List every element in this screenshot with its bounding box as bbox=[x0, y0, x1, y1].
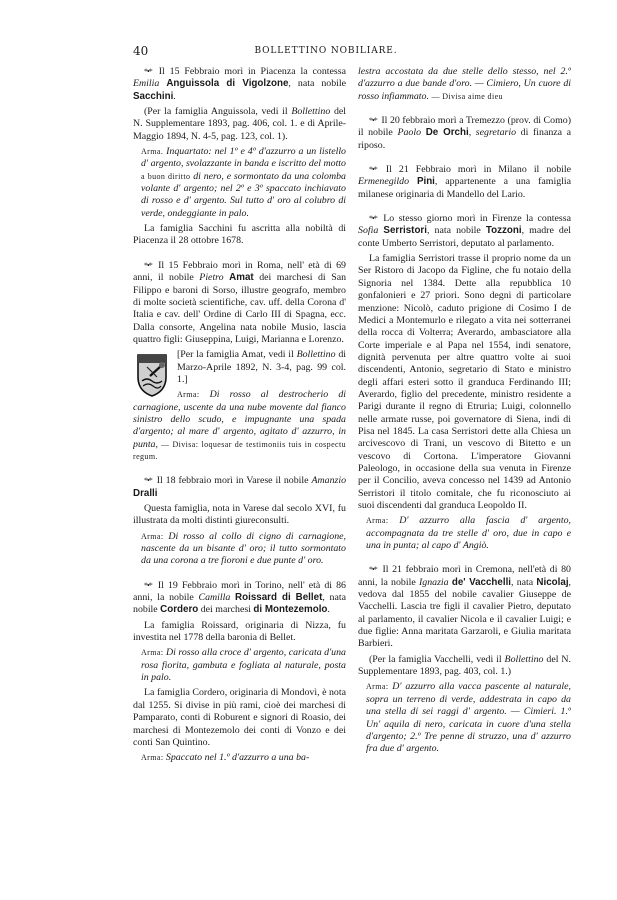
arms-description: Arma: Di rosso al collo di cigno di carnagione, nascente da un bisante d' oro; il tutto sormontato da una corona a tre fioroni e due punte d' oro. bbox=[141, 530, 346, 567]
arms-description: Arma: Spaccato nel 1.º d'azzurro a una ba- bbox=[141, 752, 310, 764]
surname: Serristori bbox=[383, 225, 427, 237]
surname: Anguissola di Vigolzone bbox=[166, 78, 289, 90]
family-note: La famiglia Serristori trasse il proprio nome da un Ser Ristoro di Jacopo da Figline, che fu notaio della Signoria nel 1384. Dette alla repubblica 10 gonfalonieri e 27 priori. Sono degni di particolare menzione: Nicolò, caduto prigione di Cosimo I de Medici a Montemurlo e rilegato a vita nei sotterranei della rocca di Volterra; Averardo, ambasciatore alla Corte imperiale e al Papa nel 1554, indi senatore, dignità pervenuta per altre quattro volte ai suoi discendenti, Antonio, segretario di Stato e ministro degli affari esteri sotto il granduca Ferdinando III; Averardo, figlio del precedente, ministro residente a Parigi durante il regno di Etruria; Luigi, colonnello nelle armate russe, poi governatore di Siena, indi di Pisa nel 1845. La casa Serristori dette alla Chiesa un arcivescovo di Trani, un vescovo di Bitetto e un vescovo di Cortona. L'imperatore Giovanni Paleologo, in occasione della sua venuta in Firenze per il Concilio, aveva concesso nel 1439 ad Antonio Serristori il titolo comitale, che fu riconosciuto ai suoi discendenti dal granduca Leopoldo II. bbox=[358, 253, 571, 511]
entry-dralli: *•* Il 18 febbraio morì in Varese il nobile Amanzio Dralli bbox=[133, 475, 346, 499]
motto: a buon diritto bbox=[141, 171, 191, 181]
entry-vacchelli: *•* Il 21 febbraio morì in Cremona, nell'età di 80 anni, la nobile Ignazia de' Vacchelli, nata Nicolaj, vedova dal 1855 del nobile cavalier Giuseppe de Vacchelli. Lascia tre figli il cavalier Pietro, deputato al parlamento, il cavalier Nicola e il cavalier Luigi; e due figlie: Anna maritata Garzaroli, e Giulia maritata Barbieri. bbox=[358, 564, 571, 650]
reference: (Per la famiglia Vacchelli, vedi il Bollettino del N. Supplementare 1893, pag. 403, col. 1.) bbox=[358, 653, 571, 678]
motto: loquesar de testimoniis tuis in cospectu regum. bbox=[133, 439, 346, 461]
surname: Dralli bbox=[133, 487, 158, 499]
arms-continuation: lestra accostata da due stelle dello stesso, nel 2.º d'azzurro a due bande d'oro. — Cimiero, Un cuore di rosso infiammato. — Divisa aime dieu bbox=[358, 66, 571, 102]
given-name: Sofia bbox=[358, 225, 379, 237]
arms-description: Arma. Inquartato: nel 1º e 4º d'azzurro a un listello d' argento, svolazzante in banda e iscritto del motto a buon diritto di nero, e sormontato da una colomba volante d' argento; nel 2º e 3º spaccato inchiavato di rosso e d' argento. Sul tutto d' oro al colubro di verde, ondeggiante in palo. bbox=[141, 146, 346, 219]
page-number: 40 bbox=[133, 44, 149, 58]
entry-anguissola: *•* Il 15 Febbraio morì in Piacenza la contessa Emilia Anguissola di Vigolzone, nata nobile Sacchini. bbox=[133, 66, 346, 102]
arms-description: Arma: Di rosso al destrocherio di carnagione, uscente da una nube movente dal fianco sinistro dello scudo, e impugnante una spada d'argento; al mare d' argento, agitato d' azzurro, in punta, — Divisa: loquesar de testimoniis tuis in cospectu regum. bbox=[133, 389, 346, 461]
given-name: Ignazia bbox=[418, 576, 449, 588]
arms-description: Arma: D' azzurro alla fascia d' argento, accompagnata da tre stelle d' oro, due in capo e una in punta; al capo d' Angiò. bbox=[366, 515, 571, 552]
surname: Pini bbox=[416, 176, 435, 188]
maiden-name: Tozzoni bbox=[485, 225, 522, 237]
asterism-icon: *•* bbox=[369, 565, 377, 575]
reference: (Per la famiglia Anguissola, vedi il Bollettino del N. Supplementare 1893, pag. 406, col. 1. e di Aprile-Maggio 1894, N. 4-5, pag. 123, col. 1). bbox=[133, 106, 346, 142]
entry-amat: *•* Il 15 Febbraio morì in Roma, nell' età di 69 anni, il nobile Pietro Amat dei marchesi di San Filippo e baroni di Sorso, illustre geografo, membro di molte società scientifiche, cav. uff. della Corona d' Italia e cav. dell' Ordine di Carlo III di Spagna, ecc. Dalla consorte, Angelina nata nobile Musio, lascia quattro figli: Giuseppina, Luigi, Marianna e Lorenzo. bbox=[133, 259, 346, 345]
family-note: La famiglia Roissard, originaria di Nizza, fu investita nel 1778 della baronia di Bellet. bbox=[133, 619, 346, 644]
asterism-icon: *•* bbox=[144, 260, 152, 270]
maiden-name: Sacchini bbox=[133, 90, 174, 102]
title: di Montezemolo bbox=[253, 604, 328, 616]
left-column bbox=[133, 66, 346, 878]
entry-pini: *•* Il 21 Febbraio morì in Milano il nobile Ermenegildo Pini, appartenente a una famiglia milanese originaria di Mandello del Lario. bbox=[358, 164, 571, 200]
given-name: Amanzio bbox=[311, 475, 346, 487]
maiden-name: Cordero bbox=[160, 604, 199, 616]
journal-title: BOLLETTINO NOBILIARE. bbox=[254, 46, 398, 56]
arms-description: Arma: D' azzurro alla vacca pascente al naturale, sopra un terreno di verde, addestrata in capo da una stella di sei raggi d' argento. — Cimieri. 1.º Un' aquila di nero, caricata in cuore d'una stella d'argento; 2.º Tre penne di struzzo, una d' azzurro fra due d' argento. bbox=[366, 681, 571, 755]
motto: aime dieu bbox=[468, 91, 503, 101]
coat-of-arms-image bbox=[133, 351, 171, 399]
given-name: Ermenegildo bbox=[358, 176, 410, 188]
asterism-icon: *•* bbox=[144, 67, 152, 76]
right-column bbox=[358, 66, 571, 878]
running-header bbox=[133, 44, 519, 60]
asterism-icon: *•* bbox=[369, 165, 377, 175]
entry-serristori: *•* Lo stesso giorno morì in Firenze la contessa Sofia Serristori, nata nobile Tozzoni, madre del conte Umberto Serristori, deputato al parlamento. bbox=[358, 213, 571, 249]
given-name: Emilia bbox=[133, 78, 160, 90]
asterism-icon: *•* bbox=[369, 214, 377, 224]
surname: de' Vacchelli bbox=[451, 576, 512, 588]
asterism-icon: *•* bbox=[369, 116, 377, 126]
family-note: La famiglia Sacchini fu ascritta alla nobiltà di Piacenza il 28 ottobre 1678. bbox=[133, 223, 346, 247]
asterism-icon: *•* bbox=[144, 580, 152, 590]
surname: De Orchi bbox=[425, 127, 469, 139]
reference: [Per la famiglia Amat, vedi il Bollettino di Marzo-Aprile 1892, N. 3-4, pag. 99 col. 1.] bbox=[177, 349, 346, 385]
family-note: La famiglia Cordero, originaria di Mondovì, è nota dal 1255. Si divise in più rami, cioè dei marchesi di Pamparato, conti di Roburent e signori di Roasio, dei marchesi di Montezemolo dei conti di Vonzo e dei conti San Quintino. bbox=[133, 687, 346, 748]
entry-de-orchi: *•* Il 20 febbraio morì a Tremezzo (prov. di Como) il nobile Paolo De Orchi, segretario di finanza a riposo. bbox=[358, 115, 571, 151]
asterism-icon: *•* bbox=[144, 476, 152, 486]
arms-description: Arma: Di rosso alla croce d' argento, caricata d'una rosa fiorita, gambuta e fogliata al naturale, posta in palo. bbox=[141, 647, 346, 684]
entry-roissard: *•* Il 19 Febbraio morì in Torino, nell' età di 86 anni, la nobile Camilla Roissard di Bellet, nata nobile Cordero dei marchesi di Montezemolo. bbox=[133, 579, 346, 616]
family-note: Questa famiglia, nota in Varese dal secolo XVI, fu illustrata da molti distinti giureconsulti. bbox=[133, 503, 346, 527]
given-name: Pietro bbox=[199, 272, 224, 284]
surname: Amat bbox=[229, 272, 254, 284]
maiden-name: Nicolaj bbox=[536, 576, 569, 588]
surname: Roissard di Bellet bbox=[235, 592, 323, 604]
given-name: Camilla bbox=[198, 592, 231, 604]
given-name: Paolo bbox=[397, 127, 422, 139]
